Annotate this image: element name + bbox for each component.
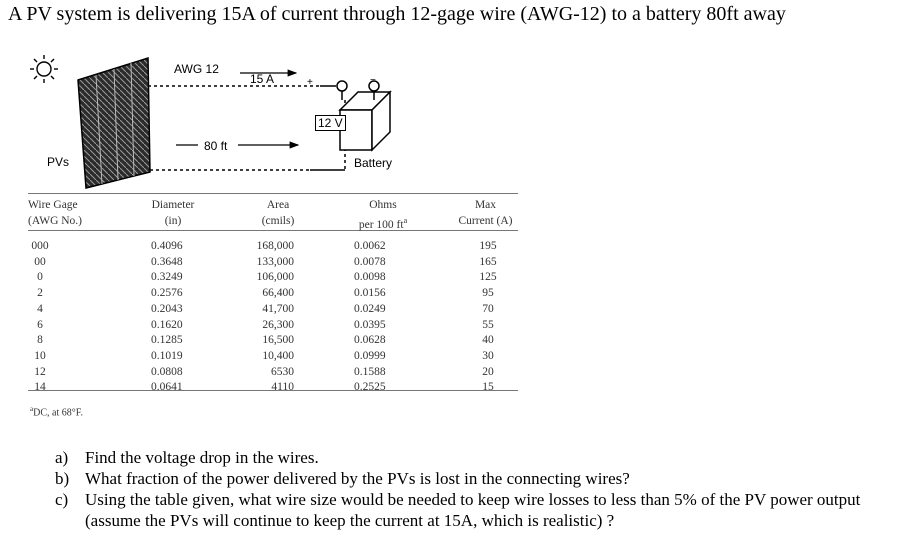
- table-footnote: $^a$DC, at 68°F.: [30, 405, 83, 419]
- table-cell-area: 106,000: [256, 271, 294, 284]
- header-wire-gage: Wire Gage (AWG No.): [28, 199, 83, 227]
- table-cell-gage: 6: [37, 318, 43, 331]
- table-cell-gage: 8: [37, 334, 43, 347]
- table-cell-diameter: 0.0808: [151, 365, 183, 378]
- table-cell-area: 41,700: [262, 302, 294, 315]
- length-label: 80 ft: [204, 139, 228, 153]
- battery-label: Battery: [354, 156, 393, 170]
- table-cell-ohms: 0.0628: [354, 334, 386, 347]
- table-cell-max-current: 30: [482, 349, 494, 362]
- table-cell-area: 26,300: [262, 318, 294, 331]
- circuit-diagram: [0, 0, 907, 200]
- column-area: [242, 239, 294, 396]
- table-cell-max-current: 55: [482, 318, 494, 331]
- table-cell-gage: 14: [34, 381, 46, 394]
- question-c: c) Using the table given, what wire size would be needed to keep wire losses to less than 5% of the PV power output (assume the PVs will continue to keep the current at 15A, which is realistic) ?: [55, 490, 861, 530]
- table-cell-ohms: 0.0098: [354, 271, 386, 284]
- table-cell-ohms: 0.0156: [354, 287, 386, 300]
- table-cell-area: 6530: [271, 365, 294, 378]
- table-cell-area: 168,000: [256, 240, 294, 252]
- table-cell-diameter: 0.1019: [151, 349, 183, 362]
- table-cell-area: 4110: [271, 381, 294, 394]
- table-cell-gage: 00: [34, 255, 46, 268]
- table-cell-diameter: 0.1285: [151, 334, 183, 347]
- sun-icon: [30, 55, 58, 83]
- table-cell-diameter: 0.3249: [151, 271, 183, 284]
- table-cell-diameter: 0.1620: [151, 318, 183, 331]
- table-cell-area: 133,000: [256, 255, 294, 268]
- table-cell-max-current: 125: [479, 271, 497, 284]
- table-cell-ohms: 0.0062: [354, 240, 386, 252]
- table-cell-area: 16,500: [262, 334, 294, 347]
- table-cell-ohms: 0.0395: [354, 318, 386, 331]
- table-cell-diameter: 0.2043: [151, 302, 183, 315]
- column-ohms: [354, 239, 414, 396]
- table-cell-gage: 0: [37, 271, 43, 284]
- table-cell-diameter: 0.3648: [151, 255, 183, 268]
- current-label: 15 A: [250, 72, 275, 86]
- question-list: [55, 447, 900, 531]
- column-max-current: [476, 239, 500, 396]
- table-cell-area: 66,400: [262, 287, 294, 300]
- table-cell-max-current: 20: [482, 365, 494, 378]
- table-cell-diameter: 0.4096: [151, 240, 183, 252]
- positive-terminal-label: +: [307, 77, 313, 88]
- voltage-label: 12 V: [315, 115, 346, 131]
- table-cell-diameter: 0.2576: [151, 287, 183, 300]
- problem-title: A PV system is delivering 15A of current through 12-gage wire (AWG-12) to a battery 80ft away: [8, 3, 786, 25]
- table-cell-ohms: 0.1588: [354, 365, 386, 378]
- wire-gage-table: [28, 193, 518, 393]
- table-cell-max-current: 165: [479, 255, 497, 268]
- table-cell-gage: 2: [37, 287, 43, 300]
- pv-panel-icon: [78, 58, 150, 188]
- table-cell-ohms: 0.0078: [354, 255, 386, 268]
- table-cell-gage: 12: [34, 365, 46, 378]
- column-diameter: [151, 239, 211, 396]
- table-cell-ohms: 0.0999: [354, 349, 386, 362]
- question-b: b) What fraction of the power delivered by the PVs is lost in the connecting wires?: [55, 469, 630, 488]
- header-area: Area (cmils): [261, 199, 295, 227]
- table-cell-gage: 4: [37, 302, 43, 315]
- table-cell-gage: 000: [31, 240, 49, 252]
- table-cell-max-current: 70: [482, 302, 494, 315]
- header-ohms: Ohms per 100 $ft^a$: [358, 199, 408, 231]
- table-cell-area: 10,400: [262, 349, 294, 362]
- header-diameter: Diameter (in): [151, 199, 195, 227]
- table-cell-max-current: 40: [482, 334, 494, 347]
- question-a: a) Find the voltage drop in the wires.: [55, 448, 319, 467]
- table-cell-max-current: 195: [479, 240, 497, 252]
- table-cell-ohms: 0.0249: [354, 302, 386, 315]
- pv-label: PVs: [47, 155, 70, 169]
- table-cell-gage: 10: [34, 349, 46, 362]
- wire-gauge-label: AWG 12: [174, 62, 219, 76]
- column-gage: [28, 239, 52, 396]
- negative-terminal-label: −: [370, 75, 376, 86]
- table-cell-diameter: 0.0641: [151, 381, 183, 394]
- header-max-current: Max Current (A): [458, 199, 513, 227]
- table-cell-ohms: 0.2525: [354, 381, 386, 394]
- table-cell-max-current: 95: [482, 287, 494, 300]
- table-cell-max-current: 15: [482, 381, 494, 394]
